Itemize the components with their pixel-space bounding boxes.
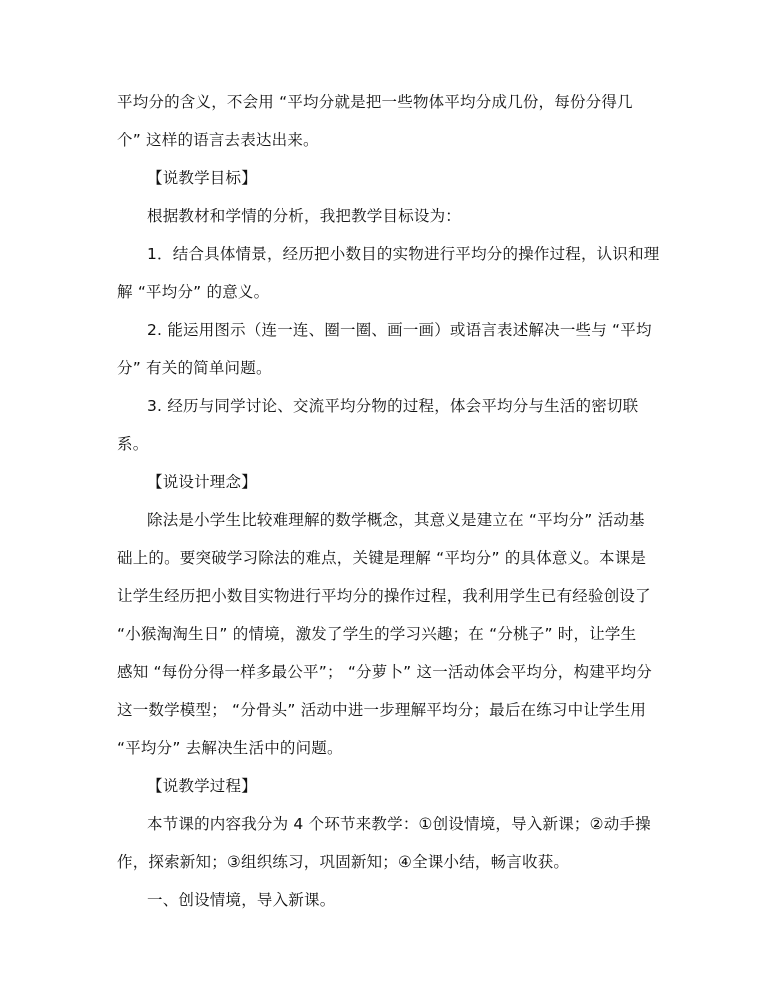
section-heading: 【说教学过程】 (147, 777, 257, 795)
text-line: 础上的。要突破学习除法的难点，关键是理解 “平均分” 的具体意义。本课是 (117, 549, 647, 567)
list-item: 3. 经历与同学讨论、交流平均分物的过程，体会平均分与生活的密切联 (147, 397, 639, 415)
text-line: “平均分” 去解决生活中的问题。 (117, 739, 343, 757)
subheading: 一、创设情境，导入新课。 (147, 891, 336, 909)
text-line: “小猴淘淘生日” 的情境，激发了学生的学习兴趣；在 “分桃子” 时，让学生 (117, 625, 637, 643)
section-heading: 【说教学目标】 (147, 169, 257, 187)
list-item: 1．结合具体情景，经历把小数目的实物进行平均分的操作过程，认识和理 (147, 245, 660, 263)
text-line: 分” 有关的简单问题。 (117, 359, 272, 377)
text-line: 系。 (117, 435, 149, 453)
text-line: 让学生经历把小数目实物进行平均分的操作过程，我利用学生已有经验创设了 (117, 587, 651, 605)
text-line: 根据教材和学情的分析，我把教学目标设为： (147, 207, 462, 225)
text-line: 作，探索新知；③组织练习，巩固新知；④全课小结，畅言收获。 (117, 853, 570, 871)
text-line: 感知 “每份分得一样多最公平”； “分萝卜” 这一活动体会平均分，构建平均分 (117, 663, 653, 681)
text-line: 本节课的内容我分为 4 个环节来教学：①创设情境，导入新课；②动手操 (147, 815, 651, 833)
section-heading: 【说设计理念】 (147, 473, 257, 491)
text-line: 平均分的含义，不会用 “平均分就是把一些物体平均分成几份，每份分得几 (117, 93, 633, 111)
text-line: 这一数学模型； “分骨头” 活动中进一步理解平均分；最后在练习中让学生用 (117, 701, 647, 719)
list-item: 2. 能运用图示（连一连、圈一圈、画一画）或语言表述解决一些与 “平均 (147, 321, 652, 339)
text-line: 个” 这样的语言去表达出来。 (117, 131, 319, 149)
text-line: 解 “平均分” 的意义。 (117, 283, 270, 301)
text-line: 除法是小学生比较难理解的数学概念，其意义是建立在 “平均分” 活动基 (147, 511, 645, 529)
